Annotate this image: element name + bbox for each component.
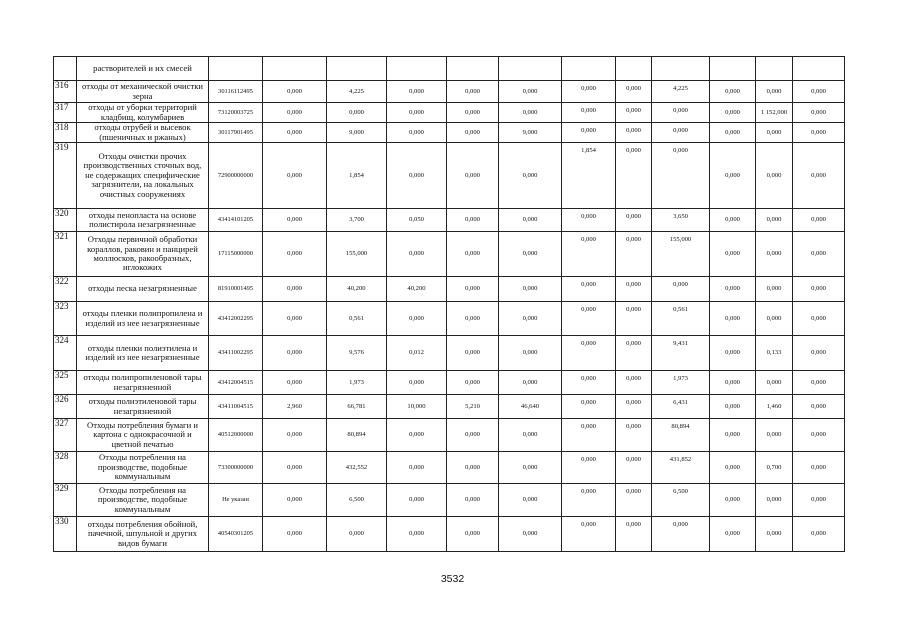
cell-value: 0,000 [710, 277, 756, 302]
cell-waste-name: отходы пленки полипропилена и изделий из нее незагрязненные [77, 302, 209, 336]
cell-value: 0,000 [499, 419, 562, 452]
cell-value: 0,000 [793, 103, 845, 123]
table-row [54, 452, 845, 484]
table-row [54, 232, 845, 277]
cell-waste-name: отходы потребления обойной, пачечной, шпульной и других видов бумаги [77, 517, 209, 552]
cell-value: 0,000 [710, 484, 756, 517]
cell-value: 0,000 [793, 395, 845, 419]
table-row [54, 336, 845, 371]
cell-value: 0,000 [756, 123, 793, 143]
cell-waste-name: Отходы потребления бумаги и картона с однокрасочной и цветной печатью [77, 419, 209, 452]
cell-value: 0,000 [263, 103, 327, 123]
cell-waste-name: Отходы потребления на производстве, подобные коммунальным [77, 452, 209, 484]
cell-fkko-code: 43414101205 [209, 209, 263, 232]
cell-value: 0,000 [652, 143, 710, 209]
cell-fkko-code: 43411004515 [209, 395, 263, 419]
cell-value: 0,000 [710, 143, 756, 209]
cell-value: 0,000 [447, 452, 499, 484]
cell-value: 431,852 [652, 452, 710, 484]
cell-value: 0,000 [499, 277, 562, 302]
cell-value: 9,000 [499, 123, 562, 143]
cell-value: 6,500 [327, 484, 387, 517]
cell-value: 0,000 [447, 484, 499, 517]
cell-value: 46,640 [499, 395, 562, 419]
cell-value: 0,000 [756, 277, 793, 302]
cell-value: 0,000 [793, 484, 845, 517]
cell-value: 6,500 [652, 484, 710, 517]
cell-value: 0,000 [447, 371, 499, 395]
cell-value: 0,000 [447, 81, 499, 103]
cell-value: 0,000 [710, 517, 756, 552]
cell-value: 0,000 [710, 123, 756, 143]
cell-value: 0,000 [263, 336, 327, 371]
cell-value: 1,973 [327, 371, 387, 395]
cell-row-number: 327 [54, 419, 77, 452]
cell-value: 0,000 [756, 371, 793, 395]
cell-value: 0,561 [652, 302, 710, 336]
cell-value: 0,000 [710, 209, 756, 232]
cell-value: 0,000 [616, 143, 652, 209]
cell-value: 0,000 [710, 103, 756, 123]
cell-value: 0,000 [562, 371, 616, 395]
cell-value: 1 152,000 [756, 103, 793, 123]
cell-waste-name: отходы полипропиленовой тары незагрязненной [77, 371, 209, 395]
cell-value: 0,000 [387, 123, 447, 143]
cell-value: 0,000 [793, 452, 845, 484]
cell-value: 0,000 [447, 209, 499, 232]
cell-value: 0,000 [263, 143, 327, 209]
cell-fkko-code: 30117901495 [209, 123, 263, 143]
table-row [54, 123, 845, 143]
cell-waste-name: отходы пленки полиэтилена и изделий из нее незагрязненные [77, 336, 209, 371]
cell-value: 0,000 [447, 517, 499, 552]
cell-fkko-code: 30116112495 [209, 81, 263, 103]
waste-table [53, 56, 845, 552]
cell-value: 0,000 [710, 232, 756, 277]
cell-value: 0,000 [263, 484, 327, 517]
cell-value: 0,000 [616, 209, 652, 232]
cell-value: 0,000 [263, 302, 327, 336]
cell-value: 0,000 [793, 143, 845, 209]
cell-fkko-code: 43412002295 [209, 302, 263, 336]
cell-value: 0,000 [499, 143, 562, 209]
cell-fkko-code: 73300000000 [209, 452, 263, 484]
cell-row-number: 328 [54, 452, 77, 484]
cell-value: 0,000 [447, 336, 499, 371]
cell-value: 0,000 [793, 517, 845, 552]
cell-row-number: 322 [54, 277, 77, 302]
cell-value: 155,000 [652, 232, 710, 277]
cell-row-number: 325 [54, 371, 77, 395]
table-row [54, 395, 845, 419]
cell-value: 0,000 [263, 277, 327, 302]
table-row [54, 484, 845, 517]
cell-waste-name: отходы от механической очистки зерна [77, 81, 209, 103]
cell-value: 0,000 [616, 302, 652, 336]
cell-value: 0,000 [263, 452, 327, 484]
cell-value: 0,000 [616, 81, 652, 103]
cell-value: 0,000 [756, 302, 793, 336]
cell-value: 0,000 [616, 395, 652, 419]
table-row-continuation [54, 57, 845, 81]
cell-value: 10,000 [387, 395, 447, 419]
cell-value: 0,000 [756, 209, 793, 232]
cell-value: 0,000 [710, 336, 756, 371]
cell-value: 0,000 [616, 232, 652, 277]
cell-value: 66,781 [327, 395, 387, 419]
cell-waste-name: отходы песка незагрязненные [77, 277, 209, 302]
cell-value: 0,000 [616, 277, 652, 302]
cell-value: 0,000 [499, 336, 562, 371]
cell-value: 0,000 [710, 81, 756, 103]
cell-value: 0,000 [263, 232, 327, 277]
cell-value: 0,012 [387, 336, 447, 371]
cell-value: 0,000 [562, 277, 616, 302]
cell-value: 0,000 [447, 103, 499, 123]
cell-value: 0,000 [616, 371, 652, 395]
cell-value: 0,000 [447, 419, 499, 452]
cell-value: 0,000 [562, 123, 616, 143]
table-row [54, 277, 845, 302]
cell-value: 0,000 [562, 232, 616, 277]
cell-value: 0,000 [652, 517, 710, 552]
table-row [54, 371, 845, 395]
cell-value: 0,000 [387, 81, 447, 103]
cell-row-number: 326 [54, 395, 77, 419]
cell-value: 0,000 [263, 81, 327, 103]
cell-value: 0,000 [652, 123, 710, 143]
cell-value: 0,133 [756, 336, 793, 371]
cell-value: 0,000 [616, 419, 652, 452]
cell-waste-name: отходы полиэтиленовой тары незагрязненной [77, 395, 209, 419]
table-row [54, 419, 845, 452]
cell-value: 0,000 [562, 302, 616, 336]
cell-row-number: 329 [54, 484, 77, 517]
cell-value: 0,000 [793, 419, 845, 452]
cell-value: 0,000 [327, 103, 387, 123]
cell-value: 0,050 [387, 209, 447, 232]
cell-value: 9,576 [327, 336, 387, 371]
cell-value: 3,650 [652, 209, 710, 232]
cell-value: 80,894 [327, 419, 387, 452]
cell-value: 0,000 [263, 209, 327, 232]
cell-value: 0,000 [263, 123, 327, 143]
cell-value: 0,000 [616, 103, 652, 123]
cell-value: 0,000 [562, 484, 616, 517]
table-row [54, 302, 845, 336]
cell-value: 0,000 [447, 302, 499, 336]
cell-fkko-code: 81910001495 [209, 277, 263, 302]
cell-value: 0,000 [263, 371, 327, 395]
cell-value: 0,000 [756, 419, 793, 452]
cell-fkko-code: 73120003725 [209, 103, 263, 123]
cell-value: 0,000 [562, 452, 616, 484]
cell-value: 0,000 [387, 302, 447, 336]
table-row [54, 209, 845, 232]
cell-value: 0,000 [562, 103, 616, 123]
cell-value: 0,000 [562, 81, 616, 103]
cell-value: 0,000 [652, 277, 710, 302]
cell-value: 1,854 [562, 143, 616, 209]
cell-value: 0,000 [499, 81, 562, 103]
table-row [54, 81, 845, 103]
cell-fkko-code: 40540301205 [209, 517, 263, 552]
cell-value: 0,000 [756, 517, 793, 552]
cell-row-number: 318 [54, 123, 77, 143]
cell-value: 4,225 [652, 81, 710, 103]
cell-value: 40,200 [327, 277, 387, 302]
cell-waste-name: отходы от уборки территорий кладбищ, колумбариев [77, 103, 209, 123]
cell-value: 0,000 [447, 123, 499, 143]
cell-value: 0,000 [756, 143, 793, 209]
cell-value: 0,000 [447, 277, 499, 302]
cell-value: 0,000 [327, 517, 387, 552]
cell-value: 0,000 [562, 209, 616, 232]
cell-value: 0,000 [756, 484, 793, 517]
cell-value: 155,000 [327, 232, 387, 277]
cell-row-number: 324 [54, 336, 77, 371]
table-row [54, 143, 845, 209]
cell-value: 0,000 [652, 103, 710, 123]
cell-value: 0,000 [793, 371, 845, 395]
cell-value: 0,000 [756, 81, 793, 103]
cell-value: 0,000 [499, 517, 562, 552]
cell-value: 0,000 [499, 484, 562, 517]
cell-value: 0,000 [710, 302, 756, 336]
cell-value: 0,000 [710, 395, 756, 419]
cell-value: 0,000 [616, 123, 652, 143]
cell-value: 1,460 [756, 395, 793, 419]
cell-value: 6,431 [652, 395, 710, 419]
cell-value: 0,000 [562, 419, 616, 452]
cell-fkko-code: 72900000000 [209, 143, 263, 209]
cell-fkko-code: 17115000000 [209, 232, 263, 277]
cell-value: 3,700 [327, 209, 387, 232]
cell-value: 0,000 [499, 371, 562, 395]
cell-fkko-code: 40512000000 [209, 419, 263, 452]
cell-row-number: 330 [54, 517, 77, 552]
cell-value: 0,000 [562, 395, 616, 419]
cell-value: 0,000 [499, 452, 562, 484]
cell-value: 0,000 [793, 302, 845, 336]
cell-row-number: 319 [54, 143, 77, 209]
cell-value: 0,000 [263, 419, 327, 452]
cell-waste-name: отходы отрубей и высевок (пшеничных и ржаных) [77, 123, 209, 143]
cell-value: 0,000 [499, 232, 562, 277]
cell-value: 0,000 [499, 103, 562, 123]
cell-value: 432,552 [327, 452, 387, 484]
cell-fkko-code: 43412004515 [209, 371, 263, 395]
cell-value: 0,000 [447, 143, 499, 209]
cell-name: растворителей и их смесей [77, 57, 209, 81]
cell-value: 0,000 [793, 277, 845, 302]
cell-value: 0,000 [616, 484, 652, 517]
table-row [54, 103, 845, 123]
cell-value: 0,000 [710, 419, 756, 452]
cell-value: 40,200 [387, 277, 447, 302]
cell-value: 0,000 [562, 336, 616, 371]
cell-value: 0,000 [499, 302, 562, 336]
cell-index [54, 57, 77, 81]
cell-value: 0,000 [616, 336, 652, 371]
cell-value: 0,000 [793, 123, 845, 143]
cell-value: 5,210 [447, 395, 499, 419]
cell-row-number: 320 [54, 209, 77, 232]
cell-value: 0,000 [387, 143, 447, 209]
cell-waste-name: Отходы потребления на производстве, подобные коммунальным [77, 484, 209, 517]
cell-value: 0,000 [710, 452, 756, 484]
cell-value: 0,000 [499, 209, 562, 232]
page-number: 3532 [440, 573, 465, 585]
cell-value: 0,000 [793, 232, 845, 277]
cell-row-number: 323 [54, 302, 77, 336]
cell-waste-name: Отходы очистки прочих производственных сточных вод, не содержащих специфические загрязнители, на локальных очистных сооружениях [77, 143, 209, 209]
cell-value: 0,000 [793, 81, 845, 103]
cell-row-number: 321 [54, 232, 77, 277]
cell-value: 1,854 [327, 143, 387, 209]
cell-value: 0,000 [562, 517, 616, 552]
cell-waste-name: Отходы первичной обработки кораллов, раковин и панцирей моллюсков, ракообразных, иглокожих [77, 232, 209, 277]
cell-value: 4,225 [327, 81, 387, 103]
cell-fkko-code: Не указан [209, 484, 263, 517]
cell-value: 0,000 [793, 336, 845, 371]
cell-value: 0,561 [327, 302, 387, 336]
cell-value: 0,000 [447, 232, 499, 277]
cell-row-number: 317 [54, 103, 77, 123]
cell-value: 0,000 [387, 484, 447, 517]
table-body [54, 57, 845, 552]
cell-value: 0,000 [387, 419, 447, 452]
cell-value: 0,000 [793, 209, 845, 232]
cell-value: 80,894 [652, 419, 710, 452]
cell-value: 0,000 [387, 232, 447, 277]
cell-value: 0,000 [263, 517, 327, 552]
cell-value: 2,960 [263, 395, 327, 419]
table-row [54, 517, 845, 552]
cell-value: 0,000 [387, 371, 447, 395]
cell-value: 0,700 [756, 452, 793, 484]
cell-value: 9,431 [652, 336, 710, 371]
cell-value: 0,000 [710, 371, 756, 395]
cell-value: 0,000 [387, 103, 447, 123]
report-table-container [53, 56, 845, 552]
cell-value: 0,000 [387, 452, 447, 484]
cell-waste-name: отходы пенопласта на основе полистирола незагрязненные [77, 209, 209, 232]
cell-row-number: 316 [54, 81, 77, 103]
cell-value: 0,000 [616, 452, 652, 484]
cell-fkko-code: 43411002295 [209, 336, 263, 371]
cell-value: 0,000 [616, 517, 652, 552]
cell-value: 1,973 [652, 371, 710, 395]
cell-value: 0,000 [756, 232, 793, 277]
cell-value: 9,000 [327, 123, 387, 143]
cell-value: 0,000 [387, 517, 447, 552]
